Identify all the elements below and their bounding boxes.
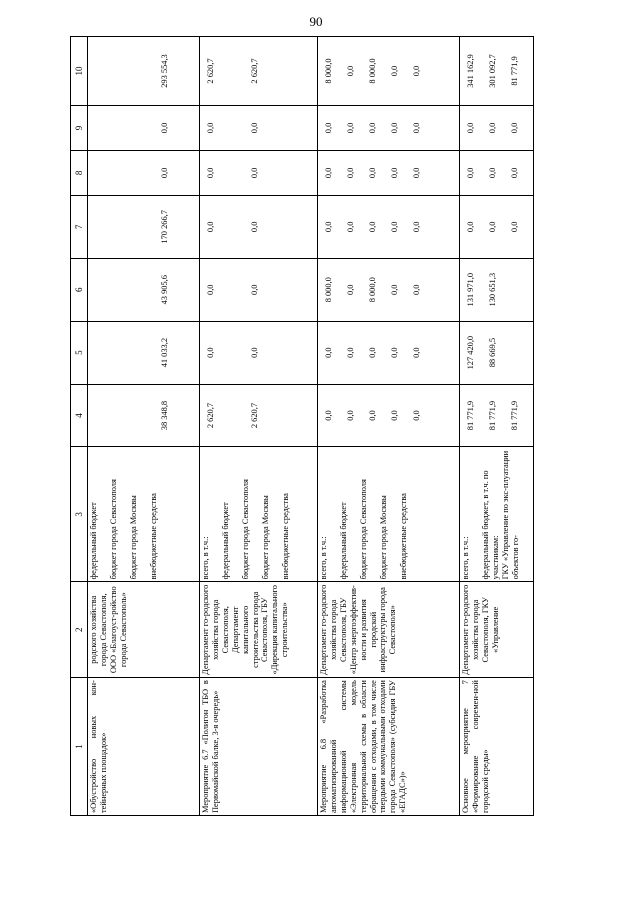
amount-value [138, 153, 160, 193]
amount-value [272, 108, 294, 148]
executor-name: Департамент го-родского хозяйства города Севастополя, ГКУ «Управление [461, 584, 500, 675]
amount-value [94, 108, 116, 148]
header-col-6: 6 [71, 258, 88, 321]
amount-value: 43 905,6 [160, 275, 169, 305]
amount-value: 8 000,0 [368, 277, 377, 303]
amount-value: 0,0 [412, 347, 421, 358]
amount-value [510, 324, 532, 382]
value-cell-col-5 [460, 321, 534, 384]
executor-name: родского хозяйства города Севастополя, ООО «Благоуст-ройство города Севастополь» [89, 586, 128, 674]
amount-value [116, 108, 138, 148]
executor-cell [88, 582, 200, 678]
amount-value: 41 033,2 [160, 337, 169, 368]
amount-value: 0,0 [412, 65, 421, 77]
amount-value [94, 387, 116, 445]
amount-value [138, 108, 160, 148]
value-cell-col-4 [88, 384, 200, 447]
value-cell-col-10 [200, 37, 318, 106]
amount-value [294, 387, 316, 445]
value-cell-col-9 [88, 106, 200, 151]
amount-value [94, 39, 116, 103]
amount-value: 2 620,7 [250, 402, 259, 429]
amount-value [138, 387, 160, 445]
amount-value: 0,0 [160, 122, 169, 134]
amount-value: 2 620,7 [250, 58, 259, 84]
amount-value: 0,0 [206, 284, 215, 295]
amount-value: 170 266,7 [160, 210, 169, 244]
table-row [200, 37, 318, 816]
funding-sources-cell [460, 447, 534, 582]
amount-value: 2 620,7 [206, 402, 215, 429]
amount-value: 0,0 [510, 167, 519, 179]
activity-name: «Обустройство новых кон-тейнерных площадок» [89, 680, 108, 813]
header-col-5: 5 [71, 321, 88, 384]
header-col-8: 8 [71, 150, 88, 195]
funding-source: всего, в т.ч.: [201, 536, 210, 580]
executor-name: Департамент го-родского хозяйства города Севастополя, Департамент капитального строительства города Севастополя, ГБУ «Дирекция капитального строительства» [201, 584, 290, 675]
amount-value [116, 261, 138, 319]
amount-value [294, 261, 316, 319]
amount-value: 0,0 [466, 167, 475, 179]
funding-source: всего, в т.ч.: [461, 536, 470, 580]
amount-value [294, 39, 316, 103]
amount-value [94, 324, 116, 382]
value-cell-col-4 [318, 384, 460, 447]
amount-value [294, 198, 316, 256]
amount-value [94, 153, 116, 193]
amount-value: 0,0 [390, 284, 399, 295]
funding-source: внебюджетные средства [149, 493, 158, 580]
amount-value: 0,0 [250, 122, 259, 134]
value-cell-col-6 [318, 258, 460, 321]
amount-value [510, 261, 532, 319]
amount-value: 0,0 [390, 122, 399, 134]
amount-value: 0,0 [412, 410, 421, 421]
activity-name-cell [88, 678, 200, 816]
amount-value: 81 771,9 [466, 400, 475, 431]
header-row [71, 37, 88, 816]
funding-sources-cell [200, 447, 318, 582]
amount-value: 0,0 [346, 221, 355, 233]
amount-value [228, 39, 250, 103]
amount-value [138, 261, 160, 319]
amount-value: 293 554,3 [160, 54, 169, 88]
amount-value: 0,0 [346, 167, 355, 179]
amount-value: 8 000,0 [324, 58, 333, 84]
amount-value: 0,0 [346, 410, 355, 421]
value-cell-col-10 [88, 37, 200, 106]
value-cell-col-8 [318, 150, 460, 195]
amount-value [94, 198, 116, 256]
amount-value: 0,0 [412, 221, 421, 233]
value-cell-col-4 [200, 384, 318, 447]
executor-name: Департамент го-родского хозяйства города Севастополя, ГБУ «Центр энергоэффектив-ности и развития городской инфраструктуры города Севастополя» [319, 584, 398, 675]
amount-value: 0,0 [324, 221, 333, 233]
header-col-2: 2 [71, 582, 88, 678]
funding-source: всего, в т.ч.: [319, 536, 328, 580]
activity-name-cell [200, 678, 318, 816]
value-cell-col-10 [318, 37, 460, 106]
activity-name-cell [318, 678, 460, 816]
amount-value: 0,0 [488, 122, 497, 134]
funding-source: бюджет города Севастополя [109, 479, 118, 580]
table-body [88, 37, 534, 816]
amount-value: 0,0 [368, 122, 377, 134]
activity-name-cell [460, 678, 534, 816]
value-cell-col-8 [200, 150, 318, 195]
funding-source: федеральный бюджет [89, 502, 98, 580]
amount-value [294, 324, 316, 382]
amount-value: 0,0 [206, 221, 215, 233]
amount-value [294, 108, 316, 148]
table-row [460, 37, 534, 816]
amount-value: 0,0 [368, 167, 377, 179]
amount-value: 0,0 [390, 347, 399, 358]
amount-value: 0,0 [488, 167, 497, 179]
amount-value: 81 771,9 [510, 400, 519, 431]
value-cell-col-6 [460, 258, 534, 321]
amount-value: 0,0 [488, 221, 497, 233]
amount-value: 131 971,0 [466, 272, 475, 307]
amount-value: 130 651,3 [488, 272, 497, 307]
value-cell-col-4 [460, 384, 534, 447]
amount-value: 0,0 [412, 122, 421, 134]
amount-value [138, 39, 160, 103]
amount-value [272, 324, 294, 382]
funding-source: федеральный бюджет, в т.ч. по участникам: [481, 470, 500, 580]
amount-value [228, 198, 250, 256]
funding-source: бюджет города Москвы [129, 495, 138, 580]
value-cell-col-10 [460, 37, 534, 106]
amount-value [94, 261, 116, 319]
value-cell-col-5 [200, 321, 318, 384]
amount-value: 0,0 [324, 122, 333, 134]
page-number: 90 [309, 14, 323, 29]
amount-value [228, 324, 250, 382]
amount-value: 0,0 [250, 221, 259, 233]
amount-value: 0,0 [324, 410, 333, 421]
amount-value: 0,0 [412, 167, 421, 179]
amount-value: 0,0 [346, 65, 355, 77]
amount-value: 0,0 [390, 410, 399, 421]
amount-value: 0,0 [250, 167, 259, 179]
funding-source: внебюджетные средства [281, 493, 290, 580]
amount-value [228, 108, 250, 148]
header-col-1: 1 [71, 678, 88, 816]
value-cell-col-6 [200, 258, 318, 321]
executor-cell [318, 582, 460, 678]
amount-value: 0,0 [390, 167, 399, 179]
amount-value [116, 198, 138, 256]
funding-source: федеральный бюджет [339, 502, 348, 580]
amount-value: 0,0 [466, 221, 475, 233]
amount-value [138, 198, 160, 256]
amount-value [294, 153, 316, 193]
amount-value: 0,0 [324, 167, 333, 179]
funding-source: федеральный бюджет [221, 502, 230, 580]
amount-value [138, 324, 160, 382]
value-cell-col-6 [88, 258, 200, 321]
amount-value [272, 153, 294, 193]
amount-value [272, 198, 294, 256]
funding-source: внебюджетные средства [399, 493, 408, 580]
amount-value: 0,0 [510, 221, 519, 233]
amount-value: 38 348,8 [160, 400, 169, 431]
value-cell-col-9 [318, 106, 460, 151]
amount-value: 0,0 [390, 65, 399, 77]
amount-value [116, 324, 138, 382]
amount-value: 0,0 [346, 347, 355, 358]
amount-value: 81 771,9 [510, 56, 519, 86]
amount-value [116, 39, 138, 103]
amount-value: 0,0 [160, 167, 169, 179]
value-cell-col-7 [318, 195, 460, 258]
value-cell-col-9 [200, 106, 318, 151]
header-col-9: 9 [71, 106, 88, 151]
amount-value: 88 669,5 [488, 337, 497, 368]
amount-value: 0,0 [412, 284, 421, 295]
amount-value: 0,0 [206, 167, 215, 179]
value-cell-col-7 [200, 195, 318, 258]
amount-value: 2 620,7 [206, 58, 215, 84]
amount-value: 0,0 [368, 347, 377, 358]
amount-value: 301 092,7 [488, 54, 497, 88]
executor-cell [200, 582, 318, 678]
amount-value: 127 420,0 [466, 335, 475, 370]
amount-value: 8 000,0 [324, 277, 333, 303]
value-cell-col-7 [88, 195, 200, 258]
activity-name: Мероприятие 6.8 «Разработка автоматизированной информационной системы «Электронная модель территориальной схемы в области обращения с отходами, в том числе твердыми коммунальными отходами города Севастополя» (субсидия ГБУ «ЕГАДС»)» [319, 680, 408, 813]
amount-value: 0,0 [250, 347, 259, 358]
amount-value: 0,0 [346, 284, 355, 295]
funding-sources-cell [318, 447, 460, 582]
amount-value: 0,0 [390, 221, 399, 233]
funding-source: бюджет города Севастополя [359, 479, 368, 580]
amount-value: 0,0 [206, 347, 215, 358]
amount-value: 0,0 [368, 221, 377, 233]
amount-value [116, 153, 138, 193]
amount-value: 341 162,9 [466, 54, 475, 88]
funding-source: бюджет города Москвы [379, 495, 388, 580]
header-col-4: 4 [71, 384, 88, 447]
activity-name: Основное мероприятие 7 «Формирование современ-ной городской среды» [461, 680, 490, 813]
amount-value [272, 387, 294, 445]
table-row [88, 37, 200, 816]
funding-source: бюджет города Севастополя [241, 479, 250, 580]
amount-value: 0,0 [324, 347, 333, 358]
value-cell-col-5 [88, 321, 200, 384]
header-col-10: 10 [71, 37, 88, 106]
value-cell-col-7 [460, 195, 534, 258]
value-cell-col-5 [318, 321, 460, 384]
amount-value: 8 000,0 [368, 58, 377, 84]
amount-value [228, 261, 250, 319]
amount-value [228, 387, 250, 445]
funding-sources-cell [88, 447, 200, 582]
table-row [318, 37, 460, 816]
amount-value: 0,0 [346, 122, 355, 134]
amount-value [272, 261, 294, 319]
header-col-7: 7 [71, 195, 88, 258]
amount-value: 0,0 [206, 122, 215, 134]
executor-cell [460, 582, 534, 678]
funding-source: бюджет города Москвы [261, 495, 270, 580]
amount-value: 0,0 [368, 410, 377, 421]
activity-name: Мероприятие 6.7 «Полигон ТБО в Первомайской балке, 3-я очередь» [201, 680, 220, 813]
amount-value [228, 153, 250, 193]
value-cell-col-8 [88, 150, 200, 195]
amount-value: 0,0 [510, 122, 519, 134]
value-cell-col-9 [460, 106, 534, 151]
header-col-3: 3 [71, 447, 88, 582]
amount-value [116, 387, 138, 445]
funding-source: ГКУ «Управление по экс-плуатации объектов го- [501, 450, 520, 580]
amount-value [272, 39, 294, 103]
value-cell-col-8 [460, 150, 534, 195]
amount-value: 0,0 [466, 122, 475, 134]
budget-table [70, 36, 534, 816]
amount-value: 0,0 [250, 284, 259, 295]
amount-value: 81 771,9 [488, 400, 497, 431]
rotated-table-container [70, 36, 530, 816]
